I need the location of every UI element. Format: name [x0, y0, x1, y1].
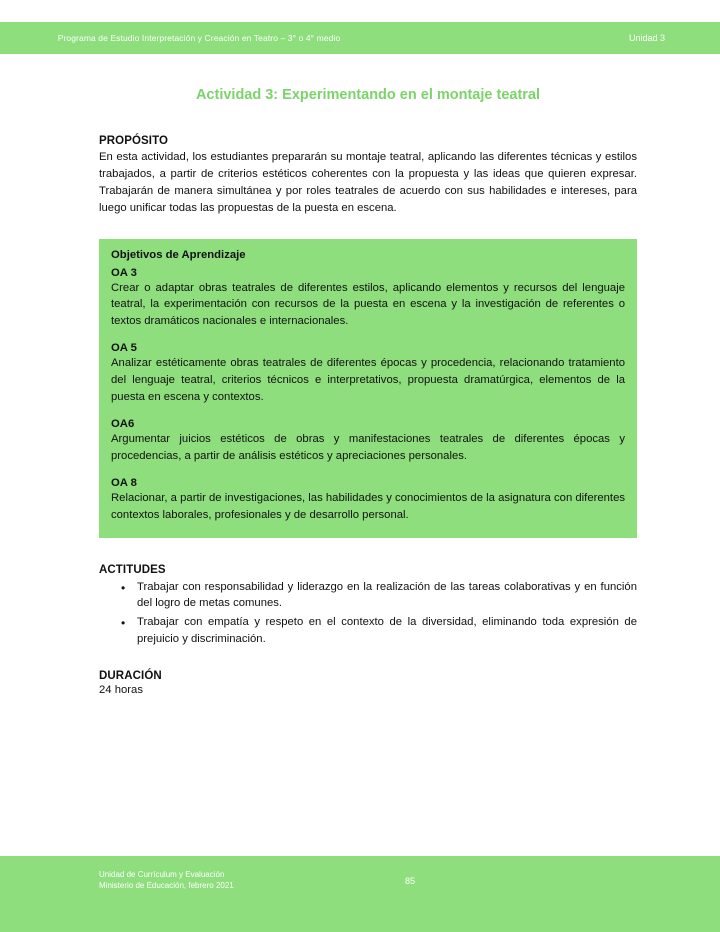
learning-objective-text: Argumentar juicios estéticos de obras y manifestaciones teatrales de diferentes épocas y procedencias, a partir de análisis estéticos y apreciaciones personales. — [111, 433, 625, 462]
learning-objectives-title: Objetivos de Aprendizaje — [111, 248, 246, 261]
activity-title: Actividad 3: Experimentando en el montaje teatral — [195, 87, 541, 103]
footer-band — [0, 856, 720, 932]
footer-line-2: Ministerio de Educación, febrero 2021 — [99, 881, 234, 891]
header-title: Programa de Estudio Interpretación y Creación en Teatro – 3° o 4° medio — [57, 32, 341, 43]
footer-page-number-wrap — [0, 876, 720, 886]
learning-objective-item — [111, 342, 625, 405]
duration-value: 24 horas — [99, 684, 143, 697]
learning-objective-item — [111, 267, 625, 330]
document-content — [99, 86, 637, 696]
attitudes-section — [99, 564, 637, 649]
list-item: • Trabajar con empatía y respeto en el contexto de la diversidad, eliminando toda expresión de prejuicio y discriminación. — [137, 614, 637, 648]
learning-objective-text: Relacionar, a partir de investigaciones, las habilidades y conocimientos de la asignatura con diferentes contextos laborales, profesionales y de desarrollo personal. — [111, 492, 625, 521]
learning-objective-code: OA 3 — [111, 266, 137, 279]
unit-badge-label: Unidad 3 — [628, 33, 666, 43]
learning-objective-text: Analizar estéticamente obras teatrales de diferentes épocas y procedencia, relacionando tratamiento del lenguaje teatral, criterios técnicos e interpretativos, propuesta dramatúrgica, elementos de la puesta en escena y contextos. — [111, 357, 625, 403]
duration-label: DURACIÓN — [99, 670, 162, 683]
purpose-label: PROPÓSITO — [99, 134, 169, 147]
learning-objective-code: OA6 — [111, 418, 135, 431]
learning-objective-code: OA 5 — [111, 342, 137, 355]
footer-page-number: 85 — [404, 876, 415, 886]
learning-objective-text: Crear o adaptar obras teatrales de diferentes estilos, aplicando elementos y recursos del lenguaje teatral, la experimentación con recursos de la puesta en escena y la investigación de referentes o textos dramáticos nacionales e internacionales. — [111, 281, 625, 327]
list-item: • Trabajar con responsabilidad y liderazgo en la realización de las tareas colaborativas y en función del logro de metas comunes. — [137, 579, 637, 613]
footer-line-1: Unidad de Currículum y Evaluación — [99, 869, 225, 879]
purpose-section — [99, 135, 637, 217]
attitudes-label: ACTITUDES — [99, 563, 166, 576]
learning-objective-item — [111, 477, 625, 523]
purpose-text: En esta actividad, los estudiantes prepararán su montaje teatral, aplicando las diferentes técnicas y estilos trabajados, a partir de criterios estéticos coherentes con la propuesta y las ideas que quieren expresar. Trabajarán de manera simultánea y por roles teatrales de acuerdo con sus habilidades e intereses, para luego unificar todas las propuestas de la puesta en escena. — [99, 150, 637, 214]
learning-objective-code: OA 8 — [111, 477, 137, 490]
learning-objectives-box — [99, 239, 637, 538]
duration-section — [99, 670, 637, 696]
header-title-box — [0, 22, 398, 54]
unit-badge — [609, 24, 685, 52]
attitudes-list — [99, 579, 637, 649]
learning-objective-item — [111, 418, 625, 464]
